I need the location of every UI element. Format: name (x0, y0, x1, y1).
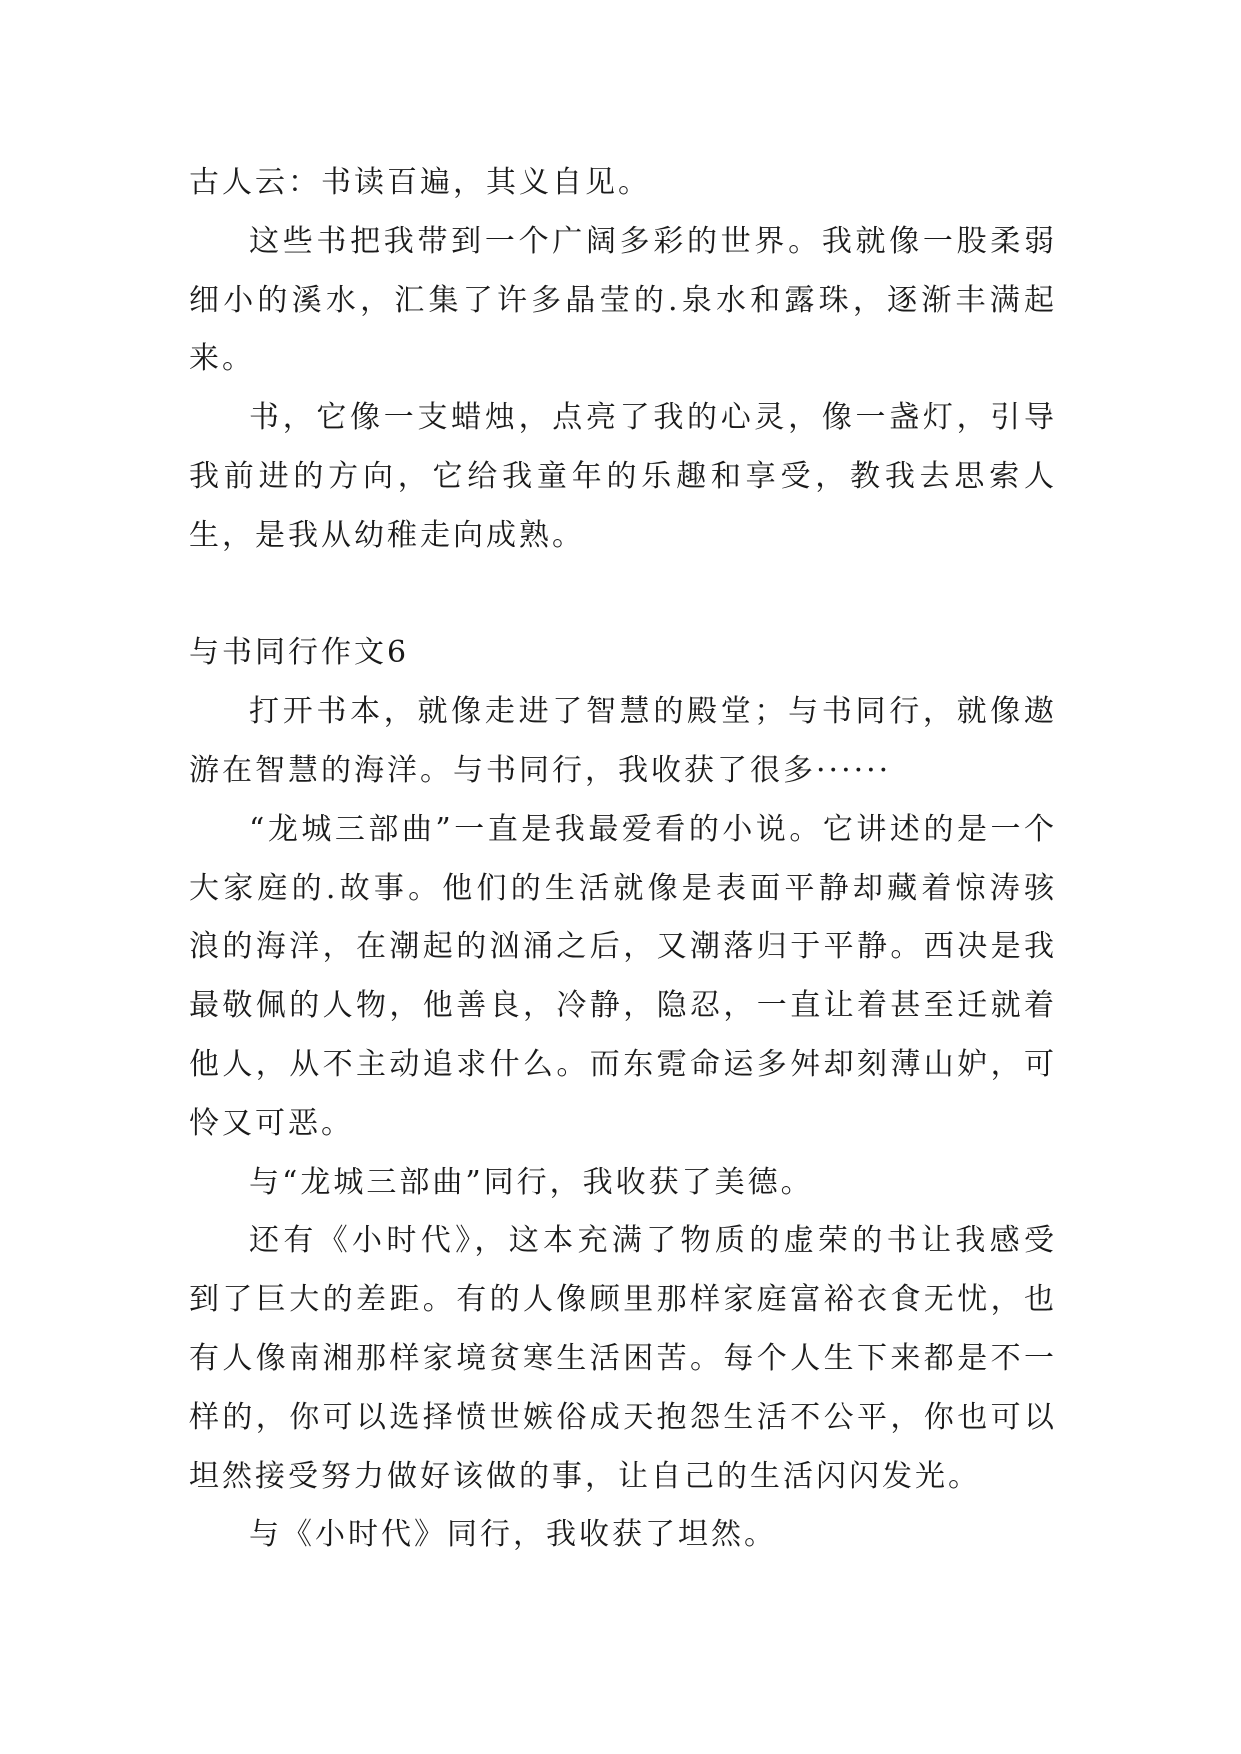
paragraph: 打开书本，就像走进了智慧的殿堂；与书同行，就像遨游在智慧的海洋。与书同行，我收获了很多······ (189, 694, 1057, 788)
paragraph: 古人云：书读百遍，其义自见。 (189, 165, 651, 200)
paragraph: 与《小时代》同行，我收获了坦然。 (249, 1517, 777, 1553)
paragraph: “龙城三部曲”一直是我最爱看的小说。它讲述的是一个大家庭的.故事。他们的生活就像是表面平静却藏着惊涛骇浪的海洋，在潮起的汹涌之后，又潮落归于平静。西决是我最敬佩的人物，他善良，冷静，隐忍，一直让着甚至迁就着他人，从不主动追求什么。而东霓命运多舛却刻薄山妒，可怜又可恶。 (189, 811, 1057, 1141)
paragraph-spacer (189, 566, 1057, 625)
section-title: 与书同行作文6 (189, 635, 410, 671)
document-body (189, 154, 1057, 1565)
paragraph: 与“龙城三部曲”同行，我收获了美德。 (249, 1164, 814, 1200)
paragraph: 还有《小时代》，这本充满了物质的虚荣的书让我感受到了巨大的差距。有的人像顾里那样家庭富裕衣食无忧，也有人像南湘那样家境贫寒生活困苦。每个人生下来都是不一样的，你可以选择愤世嫉俗成天抱怨生活不公平，你也可以坦然接受努力做好该做的事，让自己的生活闪闪发光。 (189, 1223, 1057, 1494)
paragraph: 这些书把我带到一个广阔多彩的世界。我就像一股柔弱细小的溪水，汇集了许多晶莹的.泉水和露珠，逐渐丰满起来。 (189, 223, 1057, 377)
paragraph: 书，它像一支蜡烛，点亮了我的心灵，像一盏灯，引导我前进的方向，它给我童年的乐趣和享受，教我去思索人生，是我从幼稚走向成熟。 (189, 400, 1057, 553)
